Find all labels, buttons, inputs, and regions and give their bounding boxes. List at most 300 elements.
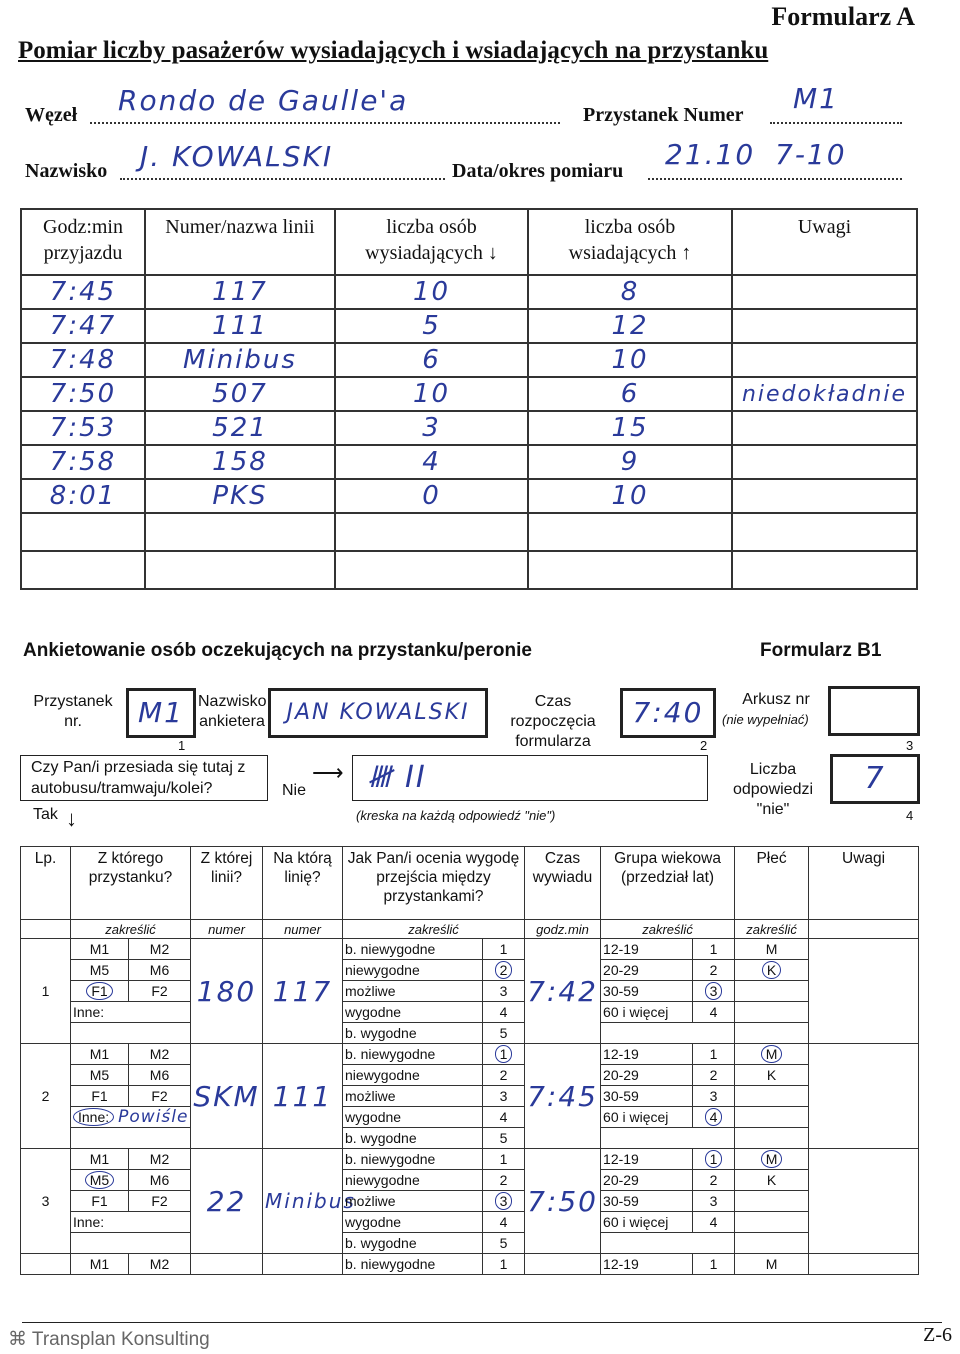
arkusz-note: (nie wypełniać) — [722, 712, 809, 727]
form-b-row — [21, 981, 919, 1002]
form-a-row — [21, 343, 917, 377]
age-option[interactable]: 30-59 — [601, 1086, 693, 1107]
rating-number[interactable] — [483, 939, 525, 960]
interview-time-cell[interactable]: 7:45 — [525, 1044, 601, 1149]
header-linia: Numer/nazwa linii — [145, 209, 335, 275]
stop-option-label: M5 — [89, 962, 110, 978]
age-option[interactable]: 12-19 — [601, 1044, 693, 1065]
sex-option[interactable] — [735, 1170, 809, 1191]
age-number-label: 4 — [709, 1214, 718, 1230]
stop-option-label: M5 — [89, 1067, 110, 1083]
stop-option-label: M1 — [89, 1151, 110, 1167]
to-line-cell[interactable] — [263, 1254, 343, 1275]
rating-number-label: 2 — [499, 1067, 508, 1083]
form-a-cell-wysiadajacych[interactable]: 10 — [335, 275, 528, 309]
rating-number-label: 5 — [499, 1235, 508, 1251]
rating-option[interactable]: wygodne — [343, 1002, 483, 1023]
rating-number[interactable] — [483, 1044, 525, 1065]
stop-option[interactable] — [71, 1191, 129, 1212]
sex-option[interactable] — [735, 1233, 809, 1254]
tally-note: (kreska na każdą odpowiedź "nie") — [356, 808, 556, 823]
rating-option[interactable]: b. niewygodne — [343, 1044, 483, 1065]
arrow-up-icon: ↑ — [681, 242, 692, 264]
age-number[interactable] — [693, 960, 735, 981]
liczba-nie-value: 7 — [864, 761, 886, 796]
rating-number-label: 3 — [499, 1088, 508, 1104]
form-b-subheader-cell: numer — [263, 920, 343, 939]
stop-option[interactable] — [129, 1086, 191, 1107]
form-b-header-comfort: Jak Pan/i ocenia wygodę przejścia między przystankami? — [343, 847, 525, 920]
age-number-label: 1 — [709, 1046, 718, 1062]
wezel-dots — [90, 122, 560, 124]
age-number[interactable] — [693, 1086, 735, 1107]
lp-cell: 1 — [21, 939, 71, 1044]
form-a-cell-wsiadajacych[interactable]: 10 — [528, 479, 732, 513]
przystanek-nr-box[interactable] — [126, 688, 196, 738]
age-option[interactable]: 12-19 — [601, 1149, 693, 1170]
liczba-nie-box[interactable] — [830, 754, 920, 804]
stop-option[interactable] — [129, 1149, 191, 1170]
header-godz: Godz:min przyjazdu — [21, 209, 145, 275]
form-b-subheader-row — [21, 920, 919, 939]
to-line-cell[interactable]: 111 — [263, 1044, 343, 1149]
form-a-cell-line[interactable] — [145, 513, 335, 551]
rating-option[interactable]: b. wygodne — [343, 1023, 483, 1044]
age-number[interactable] — [693, 1254, 735, 1275]
rating-number-label: 4 — [499, 1004, 508, 1020]
stop-other[interactable] — [71, 1212, 191, 1233]
data-dots — [648, 178, 902, 180]
form-a-cell-uwagi[interactable] — [732, 479, 917, 513]
rating-option[interactable]: b. niewygodne — [343, 1149, 483, 1170]
przystanek-nr-value: M1 — [138, 696, 184, 729]
sex-option[interactable] — [735, 939, 809, 960]
stop-option[interactable] — [129, 1191, 191, 1212]
form-a-row — [21, 411, 917, 445]
form-b-row — [21, 1023, 919, 1044]
form-a-cell-time[interactable]: 7:48 — [21, 343, 145, 377]
sex-option[interactable] — [735, 1149, 809, 1170]
form-a-cell-uwagi[interactable] — [732, 551, 917, 589]
rating-option[interactable]: b. wygodne — [343, 1233, 483, 1254]
form-b-table — [20, 846, 919, 1275]
sex-option-label: M — [765, 941, 778, 957]
nazwisko-label: Nazwisko — [25, 160, 108, 182]
form-b-subheader-cell: zakreślić — [735, 920, 809, 939]
przystanek-dots — [770, 122, 902, 124]
form-a-row — [21, 309, 917, 343]
sex-option-label: M — [765, 1256, 778, 1272]
rating-option[interactable]: niewygodne — [343, 1170, 483, 1191]
footer-line — [22, 1322, 942, 1323]
form-a-cell-uwagi[interactable] — [732, 309, 917, 343]
interview-time-cell[interactable] — [525, 1254, 601, 1275]
stop-option-label: M6 — [149, 962, 170, 978]
rating-number-label: 1 — [495, 1045, 513, 1063]
form-b-row — [21, 1170, 919, 1191]
rating-number[interactable] — [483, 1254, 525, 1275]
przystanek-number-value[interactable]: M1 — [793, 82, 839, 115]
form-a-cell-line[interactable]: Minibus — [145, 343, 335, 377]
from-line-cell[interactable]: 180 — [191, 939, 263, 1044]
form-b-header-sex: Płeć — [735, 847, 809, 920]
sex-option[interactable] — [735, 1128, 809, 1149]
form-a-cell-line[interactable]: 117 — [145, 275, 335, 309]
rating-number[interactable] — [483, 1002, 525, 1023]
stop-option-label: M1 — [89, 941, 110, 957]
form-b-row — [21, 1191, 919, 1212]
nazwisko-ankietera-box[interactable] — [268, 688, 488, 738]
form-a-cell-wsiadajacych[interactable]: 12 — [528, 309, 732, 343]
age-number[interactable] — [693, 1149, 735, 1170]
stop-option-label: M2 — [149, 941, 170, 957]
form-b-row — [21, 960, 919, 981]
arkusz-label: Arkusz nr — [742, 691, 810, 708]
form-a-cell-wsiadajacych[interactable]: 8 — [528, 275, 732, 309]
form-a-cell-wsiadajacych[interactable]: 10 — [528, 343, 732, 377]
rating-option[interactable]: b. niewygodne — [343, 1254, 483, 1275]
stop-option-label: M2 — [149, 1151, 170, 1167]
rating-number[interactable] — [483, 1233, 525, 1254]
przystanek-nr-label: Przystanek nr. — [33, 693, 113, 730]
sex-option[interactable] — [735, 981, 809, 1002]
rating-number-label: 5 — [499, 1025, 508, 1041]
rating-option[interactable]: wygodne — [343, 1212, 483, 1233]
stop-option[interactable] — [71, 939, 129, 960]
stop-option[interactable] — [71, 981, 129, 1002]
form-a-cell-time[interactable]: 7:50 — [21, 377, 145, 411]
stop-option[interactable] — [71, 1254, 129, 1275]
age-option[interactable]: 30-59 — [601, 981, 693, 1002]
stop-option[interactable] — [129, 1044, 191, 1065]
age-option[interactable]: 20-29 — [601, 1065, 693, 1086]
age-number[interactable] — [693, 1065, 735, 1086]
stop-option-label: M6 — [149, 1172, 170, 1188]
age-number-label: 4 — [705, 1108, 723, 1126]
sex-option[interactable] — [735, 1086, 809, 1107]
sex-option[interactable] — [735, 1191, 809, 1212]
age-option[interactable]: 60 i więcej — [601, 1212, 693, 1233]
form-a-cell-wysiadajacych[interactable]: 4 — [335, 445, 528, 479]
age-number[interactable] — [693, 939, 735, 960]
form-a-cell-time[interactable]: 7:53 — [21, 411, 145, 445]
age-number-label: 1 — [705, 1150, 723, 1168]
to-line-cell[interactable]: Minibus — [263, 1149, 343, 1254]
stop-option[interactable] — [129, 1254, 191, 1275]
form-a-cell-wsiadajacych[interactable] — [528, 551, 732, 589]
marker-2: 2 — [700, 738, 708, 753]
wezel-label: Węzeł — [25, 104, 78, 126]
form-a-cell-line[interactable]: PKS — [145, 479, 335, 513]
form-a-cell-wysiadajacych[interactable] — [335, 551, 528, 589]
age-option[interactable]: 20-29 — [601, 1170, 693, 1191]
rating-number[interactable] — [483, 1065, 525, 1086]
form-a-header-row — [21, 209, 917, 275]
arrow-down-icon: ↓ — [66, 806, 77, 831]
age-option[interactable]: 60 i więcej — [601, 1107, 693, 1128]
form-b-header-from-stop: Z którego przystanku? — [71, 847, 191, 920]
stop-option[interactable] — [71, 1065, 129, 1086]
age-empty — [601, 1023, 735, 1044]
form-a-cell-line[interactable]: 158 — [145, 445, 335, 479]
form-a-cell-wsiadajacych[interactable]: 15 — [528, 411, 732, 445]
interview-time-cell[interactable]: 7:50 — [525, 1149, 601, 1254]
age-number-label: 3 — [709, 1193, 718, 1209]
age-number-label: 3 — [709, 1088, 718, 1104]
nazwisko-dots — [120, 178, 445, 180]
form-a-cell-line[interactable] — [145, 551, 335, 589]
rating-number-label: 1 — [499, 1256, 508, 1272]
marker-1: 1 — [178, 738, 186, 753]
form-a-cell-wysiadajacych[interactable] — [335, 513, 528, 551]
rating-number[interactable] — [483, 1107, 525, 1128]
form-a-cell-uwagi[interactable] — [732, 513, 917, 551]
form-a-cell-wsiadajacych[interactable]: 6 — [528, 377, 732, 411]
sex-option[interactable] — [735, 1044, 809, 1065]
lp-cell — [21, 1254, 71, 1275]
przystanek-number-label: Przystanek Numer — [583, 104, 744, 126]
from-line-cell[interactable]: 22 — [191, 1149, 263, 1254]
rating-option[interactable]: wygodne — [343, 1107, 483, 1128]
form-a-row — [21, 513, 917, 551]
sub-empty — [21, 920, 71, 939]
form-b-header-uwagi: Uwagi — [809, 847, 919, 920]
age-number-label: 1 — [709, 1256, 718, 1272]
form-a-cell-wysiadajacych[interactable]: 10 — [335, 377, 528, 411]
stop-other[interactable] — [71, 1107, 191, 1128]
form-b-row — [21, 1128, 919, 1149]
stop-option-label: M1 — [89, 1256, 110, 1272]
age-option[interactable]: 12-19 — [601, 1254, 693, 1275]
rating-number-label: 3 — [495, 1192, 513, 1210]
stop-option-label: F1 — [91, 1193, 108, 1209]
rating-number-label: 3 — [499, 983, 508, 999]
form-a-row — [21, 275, 917, 309]
form-a-cell-uwagi[interactable] — [732, 275, 917, 309]
rating-number[interactable] — [483, 981, 525, 1002]
rating-number-label: 5 — [499, 1130, 508, 1146]
rating-number-label: 1 — [499, 1151, 508, 1167]
header-wysiadajacych — [335, 209, 528, 275]
sex-option-label: K — [762, 961, 781, 979]
rating-option[interactable]: możliwe — [343, 1191, 483, 1212]
arrow-right-icon: ⟶ — [312, 760, 344, 785]
rating-option[interactable]: możliwe — [343, 1086, 483, 1107]
age-number[interactable] — [693, 1107, 735, 1128]
rating-number-label: 2 — [495, 961, 513, 979]
sub-empty — [809, 920, 919, 939]
stop-option[interactable] — [129, 960, 191, 981]
uwagi-cell[interactable] — [809, 1149, 919, 1254]
stop-option-label: M2 — [149, 1046, 170, 1062]
rating-option[interactable]: b. wygodne — [343, 1128, 483, 1149]
arkusz-box[interactable] — [828, 686, 920, 736]
form-a-cell-time[interactable]: 7:58 — [21, 445, 145, 479]
from-line-cell[interactable] — [191, 1254, 263, 1275]
stop-empty — [71, 1233, 191, 1254]
rating-number[interactable] — [483, 960, 525, 981]
form-b-row — [21, 1107, 919, 1128]
header-wsiadajacych-text: liczba osób wsiadających — [568, 216, 677, 264]
arrow-down-icon: ↓ — [487, 242, 498, 264]
form-b-header-to-line: Na którą linię? — [263, 847, 343, 920]
sex-option[interactable] — [735, 1254, 809, 1275]
stop-option-label: F2 — [151, 1088, 168, 1104]
footer-page-number: Z-6 — [923, 1324, 952, 1346]
stop-option-label: F1 — [86, 982, 112, 1000]
from-line-cell[interactable]: SKM — [191, 1044, 263, 1149]
interview-time-cell[interactable]: 7:42 — [525, 939, 601, 1044]
age-number-label: 1 — [709, 941, 718, 957]
header-wysiadajacych-text: liczba osób wysiadających — [365, 216, 483, 264]
uwagi-cell[interactable] — [809, 939, 919, 1044]
stop-option[interactable] — [71, 1044, 129, 1065]
form-a-row — [21, 551, 917, 589]
form-b-row — [21, 1044, 919, 1065]
sex-option[interactable] — [735, 1002, 809, 1023]
tally-box[interactable] — [352, 755, 708, 801]
rating-number-label: 1 — [499, 941, 508, 957]
rating-number-label: 2 — [499, 1172, 508, 1188]
rating-option[interactable]: b. niewygodne — [343, 939, 483, 960]
nazwisko-value[interactable]: J. KOWALSKI — [140, 140, 334, 173]
form-a-cell-time[interactable] — [21, 551, 145, 589]
nazwisko-ankietera-label: Nazwisko ankietera — [198, 693, 267, 730]
lp-cell: 3 — [21, 1149, 71, 1254]
form-a-cell-uwagi[interactable] — [732, 445, 917, 479]
age-number[interactable] — [693, 1212, 735, 1233]
sex-option[interactable] — [735, 1023, 809, 1044]
form-a-label: Formularz A — [771, 2, 915, 31]
form-a-cell-time[interactable]: 7:45 — [21, 275, 145, 309]
form-a-cell-wsiadajacych[interactable] — [528, 513, 732, 551]
age-empty — [601, 1233, 735, 1254]
form-a-cell-line[interactable]: 507 — [145, 377, 335, 411]
age-option[interactable]: 60 i więcej — [601, 1002, 693, 1023]
form-a-cell-line[interactable]: 111 — [145, 309, 335, 343]
stop-option-label: M6 — [149, 1067, 170, 1083]
sex-option[interactable] — [735, 960, 809, 981]
form-a-cell-wysiadajacych[interactable]: 5 — [335, 309, 528, 343]
age-empty — [601, 1128, 735, 1149]
stop-option[interactable] — [71, 960, 129, 981]
stop-option[interactable] — [71, 1170, 129, 1191]
sex-option-label: M — [761, 1150, 783, 1168]
czas-rozpoczecia-label: Czas rozpoczęcia formularza — [510, 693, 596, 750]
stop-other[interactable] — [71, 1002, 191, 1023]
age-number[interactable] — [693, 1170, 735, 1191]
stop-option[interactable] — [71, 1086, 129, 1107]
stop-option-label: M1 — [89, 1046, 110, 1062]
form-a-cell-uwagi[interactable] — [732, 411, 917, 445]
form-a-cell-time[interactable] — [21, 513, 145, 551]
stop-option-label: F1 — [91, 1088, 108, 1104]
stop-option-label: M2 — [149, 1256, 170, 1272]
rating-number-label: 4 — [499, 1109, 508, 1125]
age-number[interactable] — [693, 1191, 735, 1212]
form-b-subheader-cell: zakreślić — [343, 920, 525, 939]
form-b-row — [21, 1254, 919, 1275]
age-number[interactable] — [693, 1044, 735, 1065]
rating-number[interactable] — [483, 1149, 525, 1170]
data-value[interactable]: 21.10 — [665, 138, 756, 171]
stop-option-label: F2 — [151, 1193, 168, 1209]
sex-option[interactable] — [735, 1107, 809, 1128]
stop-option[interactable] — [129, 981, 191, 1002]
form-a-cell-wysiadajacych[interactable]: 0 — [335, 479, 528, 513]
stop-option[interactable] — [129, 939, 191, 960]
age-option[interactable]: 12-19 — [601, 939, 693, 960]
form-b-header-age: Grupa wiekowa (przedział lat) — [601, 847, 735, 920]
rating-number[interactable] — [483, 1128, 525, 1149]
form-a-cell-wsiadajacych[interactable]: 9 — [528, 445, 732, 479]
form-b-header-row — [21, 847, 919, 920]
stop-option-label: F2 — [151, 983, 168, 999]
form-b-title: Ankietowanie osób oczekujących na przystanku/peronie — [23, 640, 532, 661]
rating-number[interactable] — [483, 1023, 525, 1044]
stop-empty — [71, 1023, 191, 1044]
form-a-cell-time[interactable]: 7:47 — [21, 309, 145, 343]
stop-option[interactable] — [71, 1149, 129, 1170]
rating-number[interactable] — [483, 1212, 525, 1233]
wezel-value[interactable]: Rondo de Gaulle'a — [118, 84, 409, 117]
form-b-row — [21, 1086, 919, 1107]
sex-option[interactable] — [735, 1212, 809, 1233]
form-b-row — [21, 1065, 919, 1086]
form-b-header-time: Czas wywiadu — [525, 847, 601, 920]
uwagi-cell[interactable] — [809, 1254, 919, 1275]
form-a-cell-time[interactable]: 8:01 — [21, 479, 145, 513]
form-a-cell-wysiadajacych[interactable]: 3 — [335, 411, 528, 445]
rating-number[interactable] — [483, 1170, 525, 1191]
rating-number[interactable] — [483, 1191, 525, 1212]
form-b-subheader-cell: zakreślić — [71, 920, 191, 939]
age-option[interactable]: 20-29 — [601, 960, 693, 981]
marker-3: 3 — [906, 738, 914, 753]
uwagi-cell[interactable] — [809, 1044, 919, 1149]
sex-option-label: K — [766, 1067, 777, 1083]
form-a-title: Pomiar liczby pasażerów wysiadających i wsiadających na przystanku — [18, 37, 769, 64]
okres-value[interactable]: 7-10 — [775, 138, 847, 171]
rating-option[interactable]: niewygodne — [343, 960, 483, 981]
rating-number[interactable] — [483, 1086, 525, 1107]
form-b-row — [21, 1233, 919, 1254]
sex-option-label: K — [766, 1172, 777, 1188]
form-a-cell-line[interactable]: 521 — [145, 411, 335, 445]
age-number[interactable] — [693, 1002, 735, 1023]
stop-option[interactable] — [129, 1065, 191, 1086]
form-a-row — [21, 377, 917, 411]
age-number-label: 4 — [709, 1004, 718, 1020]
sex-option[interactable] — [735, 1065, 809, 1086]
czas-rozpoczecia-box[interactable] — [620, 688, 716, 738]
stop-other-label: Inne: — [73, 1004, 105, 1020]
to-line-cell[interactable]: 117 — [263, 939, 343, 1044]
data-okres-label: Data/okres pomiaru — [452, 160, 624, 182]
age-number[interactable] — [693, 981, 735, 1002]
stop-empty — [71, 1128, 191, 1149]
rating-option[interactable]: niewygodne — [343, 1065, 483, 1086]
stop-other-label: Inne: — [73, 1108, 114, 1126]
stop-option[interactable] — [129, 1170, 191, 1191]
age-number-label: 2 — [709, 1172, 718, 1188]
form-a-cell-wysiadajacych[interactable]: 6 — [335, 343, 528, 377]
form-a-cell-uwagi[interactable] — [732, 343, 917, 377]
form-a-cell-uwagi[interactable]: niedokładnie — [732, 377, 917, 411]
age-option[interactable]: 30-59 — [601, 1191, 693, 1212]
form-b-header-from-line: Z której linii? — [191, 847, 263, 920]
rating-option[interactable]: możliwe — [343, 981, 483, 1002]
